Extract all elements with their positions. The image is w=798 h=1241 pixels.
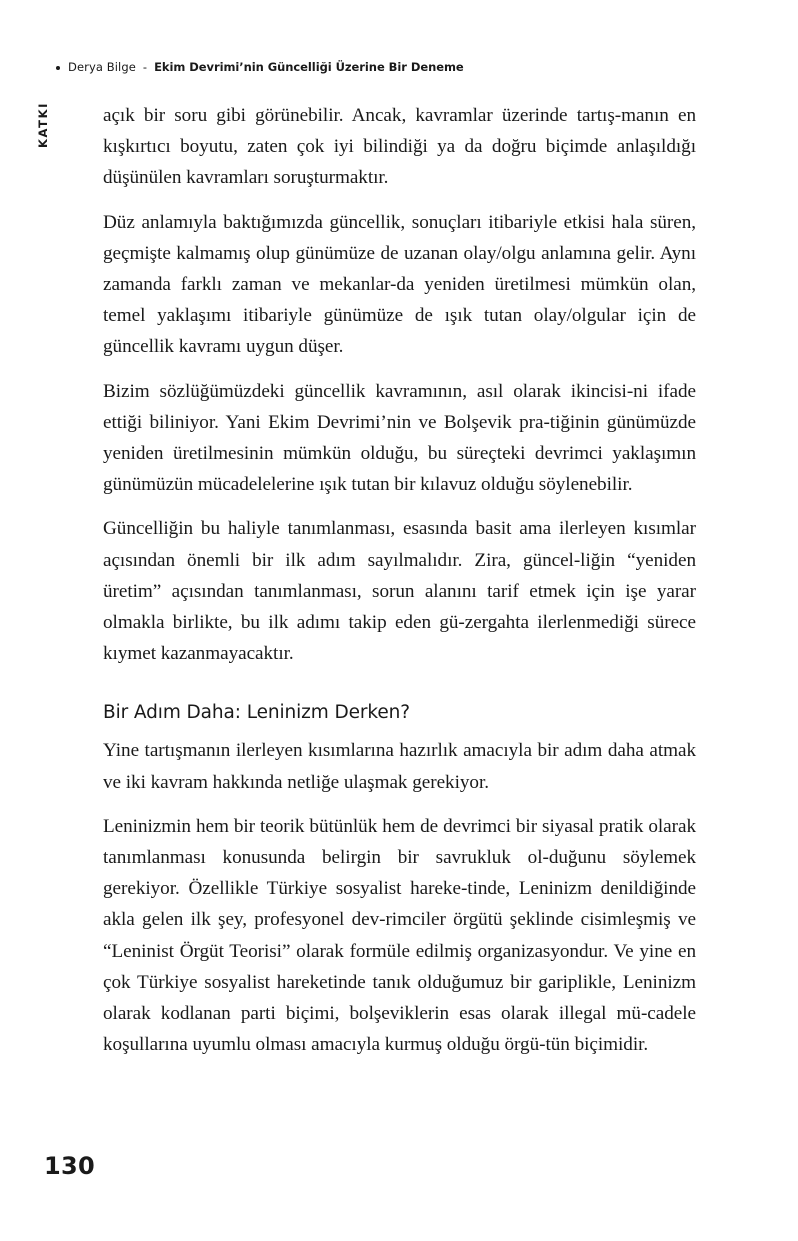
running-head-author: Derya Bilge (68, 60, 136, 74)
paragraph: Yine tartışmanın ilerleyen kısımlarına hazırlık amacıyla bir adım daha atmak ve iki kavram hakkında netliğe ulaşmak gerekiyor. (103, 740, 696, 793)
running-head-separator: - (142, 60, 148, 74)
section-subheading: Bir Adım Daha: Leninizm Derken? (103, 702, 411, 724)
running-head (56, 62, 716, 74)
page-number: 130 (44, 1152, 95, 1180)
paragraph: açık bir soru gibi görünebilir. Ancak, kavramlar üzerinde tartış-manın en kışkırtıcı boyutu, zaten çok iyi bilindiği ya da doğru biçimde anlaşıldığı düşünülen kavramları soruşturmaktır. (103, 105, 696, 189)
section-tab-label: KATKI (36, 102, 50, 148)
bullet-icon (56, 66, 60, 70)
paragraph: Düz anlamıyla baktığımızda güncellik, sonuçları itibariyle etkisi hala süren, geçmişte kalmamış olup günümüze de uzanan olay/olgu anlamına gelir. Aynı zamanda farklı zaman ve mekanlar-da yeniden üretilmesi mümkün olan, temel yaklaşımı itibariyle günümüze de ışık tutan olay/olgular için de güncellik kavramı uygun düşer. (103, 211, 696, 358)
running-head-title: Ekim Devrimi’nin Güncelliği Üzerine Bir Deneme (154, 60, 464, 74)
text-column (103, 100, 696, 1060)
paragraph: Bizim sözlüğümüzdeki güncellik kavramının, asıl olarak ikincisi-ni ifade ettiği biliniyor. Yani Ekim Devrimi’nin ve Bolşevik pra-tiğinin günümüzde yeniden üretilmesinin mümkün olduğu, bu süreçteki devrimci yaklaşımın günümüzün mücadelelerine ışık tutan bir kılavuz olduğu söylenebilir. (103, 380, 696, 496)
paragraph: Güncelliğin bu haliyle tanımlanması, esasında basit ama ilerleyen kısımlar açısından önemli bir ilk adım sayılmalıdır. Zira, güncel-liğin “yeniden üretim” açısından tanımlanması, sorun alanını tarif etmek için işe yarar olmakla birlikte, bu ilk adımı takip eden gü-zergahta ilerlenmediği sürece kıymet kazanmayacaktır. (103, 518, 696, 665)
paragraph: Leninizmin hem bir teorik bütünlük hem de devrimci bir siyasal pratik olarak tanımlanması konusunda belirgin bir savrukluk ol-duğunu söylemek gerekiyor. Özellikle Türkiye sosyalist hareke-tinde, Leninizm denildiğinde akla gelen ilk şey, profesyonel dev-rimciler örgütü şeklinde cisimleşmiş ve “Leninist Örgüt Teorisi” olarak formüle edilmiş organizasyondur. Ve yine en çok Türkiye sosyalist hareketinde tanık olduğumuz bir gariplikle, Leninizm olarak kodlanan parti biçimi, bolşeviklerin esas olarak illegal mü-cadele koşullarına uyumlu olması amacıyla kurmuş olduğu örgü-tün biçimidir. (103, 815, 696, 1056)
